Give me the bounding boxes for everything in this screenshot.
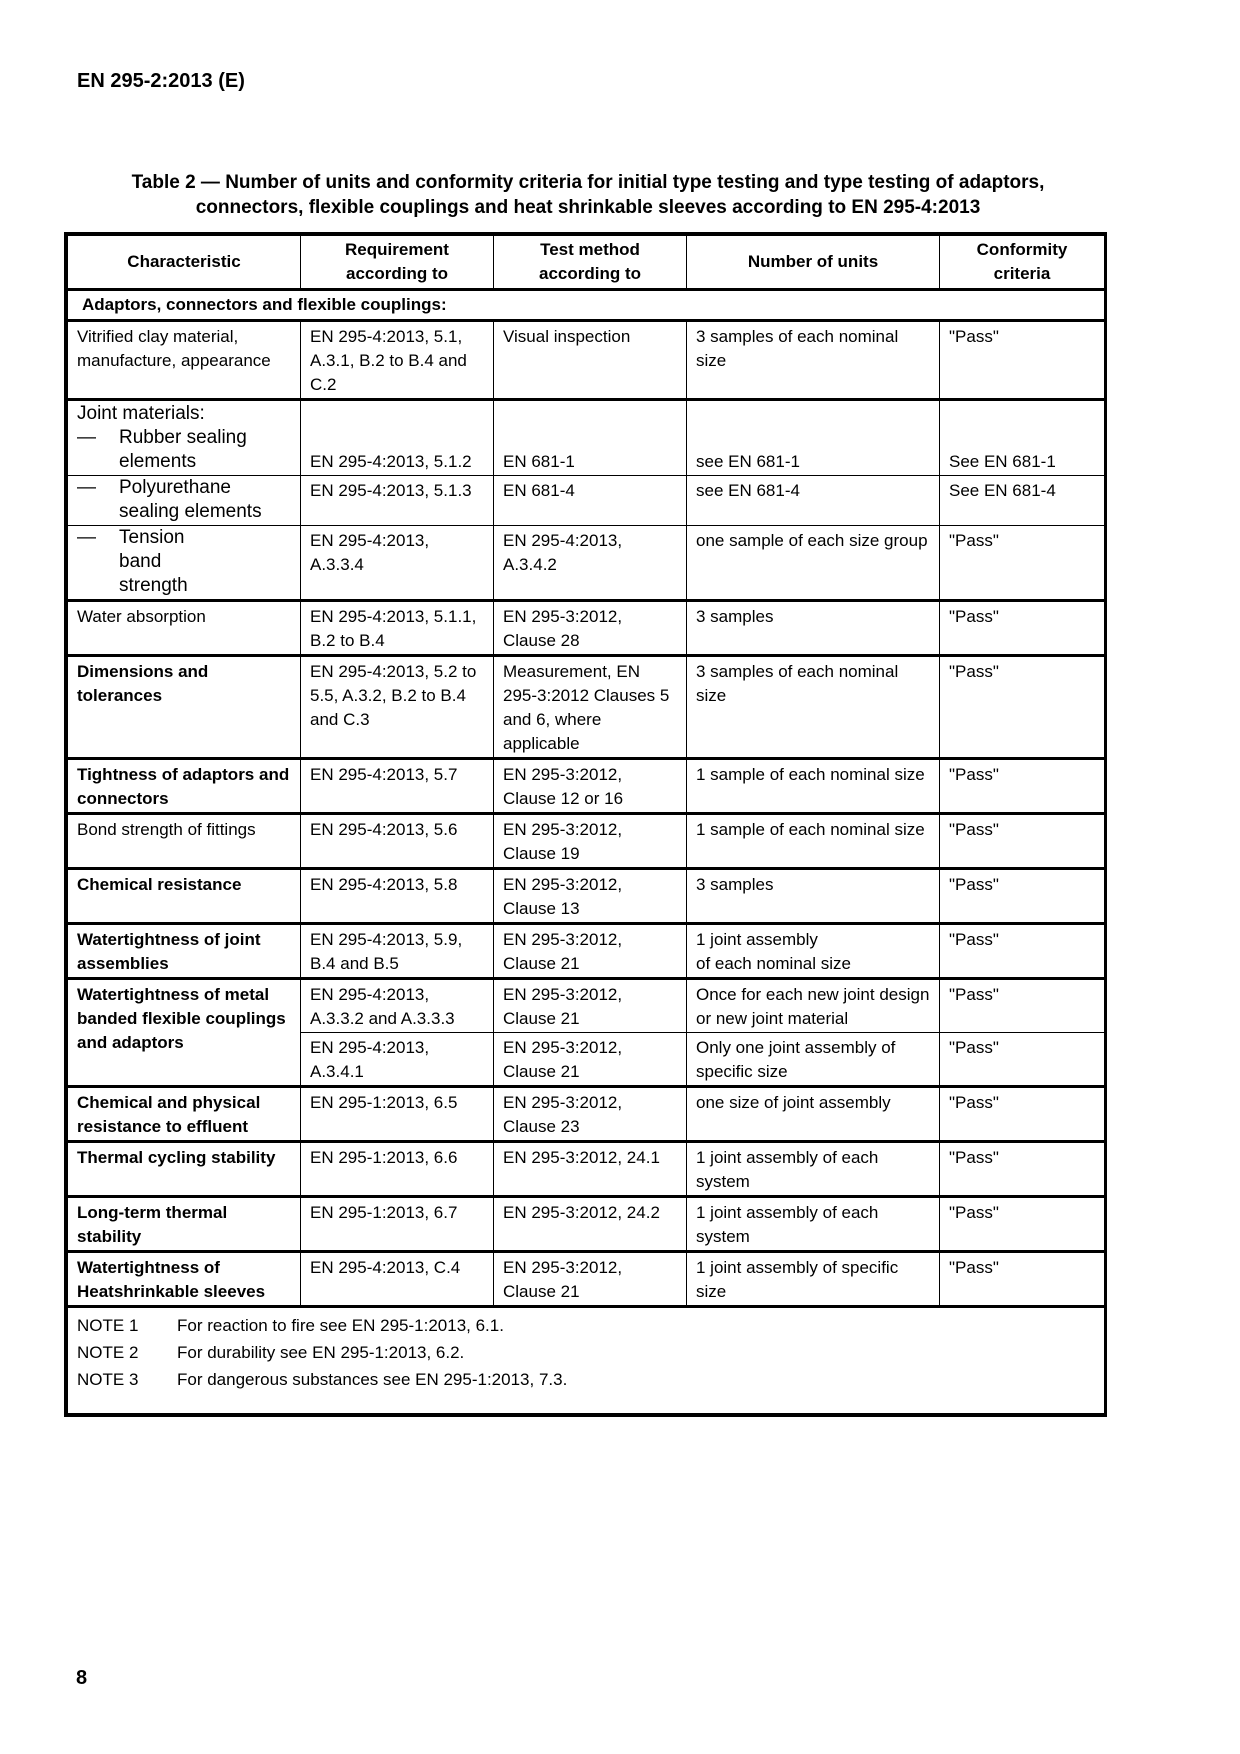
cell-characteristic: Chemical resistance: [68, 869, 301, 924]
column-header-characteristic: Characteristic: [68, 236, 301, 290]
sub-item-label-b: elements: [119, 451, 197, 472]
group-label: Adaptors, connectors and flexible couplings:: [68, 290, 1105, 321]
cell-characteristic: Bond strength of fittings: [68, 814, 301, 869]
cell-requirement: EN 295-4:2013, 5.8: [301, 869, 494, 924]
cell-number-of-units: 3 samples of each nominal size: [687, 321, 940, 400]
cell-test-method: Measurement, EN 295-3:2012 Clauses 5 and 6, where applicable: [494, 656, 687, 759]
cell-number-of-units: Only one joint assembly of specific size: [687, 1033, 940, 1087]
table-row: [68, 601, 1105, 656]
cell-requirement: EN 295-4:2013, 5.6: [301, 814, 494, 869]
cell-test-method: EN 295-3:2012, Clause 21: [494, 979, 687, 1033]
table-title-line-2: connectors, flexible couplings and heat shrinkable sleeves according to EN 295-4:2013: [195, 197, 981, 218]
table-row: [68, 924, 1105, 979]
column-header-requirement: Requirement according to: [301, 236, 494, 290]
table-row: [68, 1087, 1105, 1142]
cell-test-method: EN 295-3:2012, Clause 21: [494, 1252, 687, 1307]
cell-conformity: "Pass": [940, 1142, 1105, 1197]
cell-number-of-units: 3 samples of each nominal size: [687, 656, 940, 759]
cell-characteristic: Watertightness of joint assemblies: [68, 924, 301, 979]
cell-requirement: EN 295-1:2013, 6.6: [301, 1142, 494, 1197]
cell-characteristic: Long-term thermal stability: [68, 1197, 301, 1252]
cell-test-method: EN 295-3:2012, Clause 12 or 16: [494, 759, 687, 814]
cell-characteristic: Watertightness of metal banded flexible couplings and adaptors: [68, 979, 301, 1087]
sub-item-label-a: Tension band: [119, 527, 185, 572]
column-header-test-method: Test method according to: [494, 236, 687, 290]
cell-number-of-units: see EN 681-4: [687, 476, 940, 526]
cell-number-of-units: see EN 681-1: [687, 426, 940, 476]
document-header: EN 295-2:2013 (E): [77, 70, 245, 92]
sub-item-label-a: Polyurethane: [119, 477, 231, 498]
cell-requirement: EN 295-4:2013, 5.9, B.4 and B.5: [301, 924, 494, 979]
cell-number-of-units: one sample of each size group: [687, 526, 940, 601]
cell-conformity: "Pass": [940, 601, 1105, 656]
cell-requirement: EN 295-4:2013, 5.7: [301, 759, 494, 814]
table-notes-row: [68, 1307, 1105, 1414]
cell-test-method: EN 681-1: [494, 426, 687, 476]
column-header-number-of-units: Number of units: [687, 236, 940, 290]
table-row: [68, 814, 1105, 869]
table-row: [68, 979, 1105, 1033]
table-group-row: [68, 290, 1105, 321]
cell-conformity: "Pass": [940, 869, 1105, 924]
table-row: [68, 1142, 1105, 1197]
table-row: [68, 400, 1105, 427]
cell-characteristic: Chemical and physical resistance to effluent: [68, 1087, 301, 1142]
table-row: [68, 656, 1105, 759]
cell-test-method: EN 295-3:2012, Clause 28: [494, 601, 687, 656]
cell-number-of-units: 3 samples: [687, 601, 940, 656]
table-row: [68, 476, 1105, 526]
cell-requirement: EN 295-4:2013, 5.1.1, B.2 to B.4: [301, 601, 494, 656]
cell-number-of-units: 1 joint assembly of each system: [687, 1142, 940, 1197]
table-header-row: [68, 236, 1105, 290]
table-title: [67, 170, 1109, 220]
cell-requirement: EN 295-4:2013, A.3.3.2 and A.3.3.3: [301, 979, 494, 1033]
cell-requirement: EN 295-4:2013, A.3.4.1: [301, 1033, 494, 1087]
cell-test-method: EN 295-3:2012, Clause 23: [494, 1087, 687, 1142]
cell-test-method: EN 295-3:2012, Clause 13: [494, 869, 687, 924]
cell-characteristic: Tightness of adaptors and connectors: [68, 759, 301, 814]
cell-number-of-units: 1 sample of each nominal size: [687, 759, 940, 814]
cell-conformity: See EN 681-4: [940, 476, 1105, 526]
cell-conformity: "Pass": [940, 759, 1105, 814]
table-row: [68, 321, 1105, 400]
table-row: [68, 869, 1105, 924]
cell-requirement: EN 295-1:2013, 6.5: [301, 1087, 494, 1142]
cell-requirement: EN 295-4:2013, 5.1, A.3.1, B.2 to B.4 and C.2: [301, 321, 494, 400]
cell-conformity: "Pass": [940, 1033, 1105, 1087]
page-number: 8: [76, 1667, 88, 1689]
cell-requirement: EN 295-4:2013, 5.1.3: [301, 476, 494, 526]
cell-number-of-units: Once for each new joint design or new joint material: [687, 979, 940, 1033]
cell-requirement: EN 295-1:2013, 6.7: [301, 1197, 494, 1252]
cell-characteristic: [68, 476, 301, 526]
cell-number-of-units: 1 joint assembly of each system: [687, 1197, 940, 1252]
note: NOTE 3 For dangerous substances see EN 295-1:2013, 7.3.: [77, 1370, 568, 1389]
cell-requirement: EN 295-4:2013, 5.1.2: [301, 426, 494, 476]
cell-test-method: EN 295-3:2012, Clause 21: [494, 924, 687, 979]
cell-conformity: "Pass": [940, 924, 1105, 979]
sub-item-label-b: sealing elements: [119, 501, 262, 522]
cell-characteristic: [68, 526, 301, 601]
table-notes: [68, 1307, 1105, 1414]
cell-characteristic: Water absorption: [68, 601, 301, 656]
cell-characteristic: [68, 426, 301, 476]
cell-test-method: EN 295-3:2012, 24.2: [494, 1197, 687, 1252]
table-row: [68, 1252, 1105, 1307]
dash-marker: —: [77, 527, 96, 548]
cell-conformity: "Pass": [940, 526, 1105, 601]
cell-test-method: EN 295-3:2012, Clause 19: [494, 814, 687, 869]
cell-characteristic: Vitrified clay material, manufacture, appearance: [68, 321, 301, 400]
cell-conformity: See EN 681-1: [940, 426, 1105, 476]
cell-number-of-units: 1 joint assembly of each nominal size: [687, 924, 940, 979]
cell-conformity: "Pass": [940, 1087, 1105, 1142]
dash-marker: —: [77, 477, 96, 498]
cell-conformity: "Pass": [940, 814, 1105, 869]
column-header-conformity: Conformity criteria: [940, 236, 1105, 290]
conformity-table: [64, 232, 1107, 1417]
cell-conformity: "Pass": [940, 979, 1105, 1033]
table-row: [68, 526, 1105, 601]
cell-conformity: "Pass": [940, 1197, 1105, 1252]
cell-test-method: EN 295-3:2012, Clause 21: [494, 1033, 687, 1087]
cell-conformity: "Pass": [940, 1252, 1105, 1307]
cell-requirement: EN 295-4:2013, 5.2 to 5.5, A.3.2, B.2 to B.4 and C.3: [301, 656, 494, 759]
sub-item-label-a: Rubber sealing: [119, 427, 247, 448]
cell-test-method: EN 295-3:2012, 24.1: [494, 1142, 687, 1197]
cell-requirement: EN 295-4:2013, C.4: [301, 1252, 494, 1307]
cell-test-method: EN 295-4:2013, A.3.4.2: [494, 526, 687, 601]
cell-test-method: Visual inspection: [494, 321, 687, 400]
table-row: [68, 1197, 1105, 1252]
dash-marker: —: [77, 427, 96, 448]
sub-item-label-b: strength: [119, 575, 188, 596]
cell-conformity: "Pass": [940, 321, 1105, 400]
cell-number-of-units: 3 samples: [687, 869, 940, 924]
cell-conformity: "Pass": [940, 656, 1105, 759]
joint-materials-label: Joint materials:: [68, 400, 301, 427]
note: NOTE 2 For durability see EN 295-1:2013, 6.2.: [77, 1343, 465, 1362]
cell-number-of-units: 1 sample of each nominal size: [687, 814, 940, 869]
table-row: [68, 426, 1105, 476]
cell-number-of-units: one size of joint assembly: [687, 1087, 940, 1142]
table-title-line-1: Table 2 — Number of units and conformity criteria for initial type testing and type testing of adaptors,: [131, 172, 1045, 193]
note: NOTE 1 For reaction to fire see EN 295-1:2013, 6.1.: [77, 1316, 504, 1335]
cell-characteristic: Thermal cycling stability: [68, 1142, 301, 1197]
cell-number-of-units: 1 joint assembly of specific size: [687, 1252, 940, 1307]
cell-requirement: EN 295-4:2013, A.3.3.4: [301, 526, 494, 601]
cell-characteristic: Dimensions and tolerances: [68, 656, 301, 759]
cell-characteristic: Watertightness of Heatshrinkable sleeves: [68, 1252, 301, 1307]
cell-test-method: EN 681-4: [494, 476, 687, 526]
table-row: [68, 759, 1105, 814]
